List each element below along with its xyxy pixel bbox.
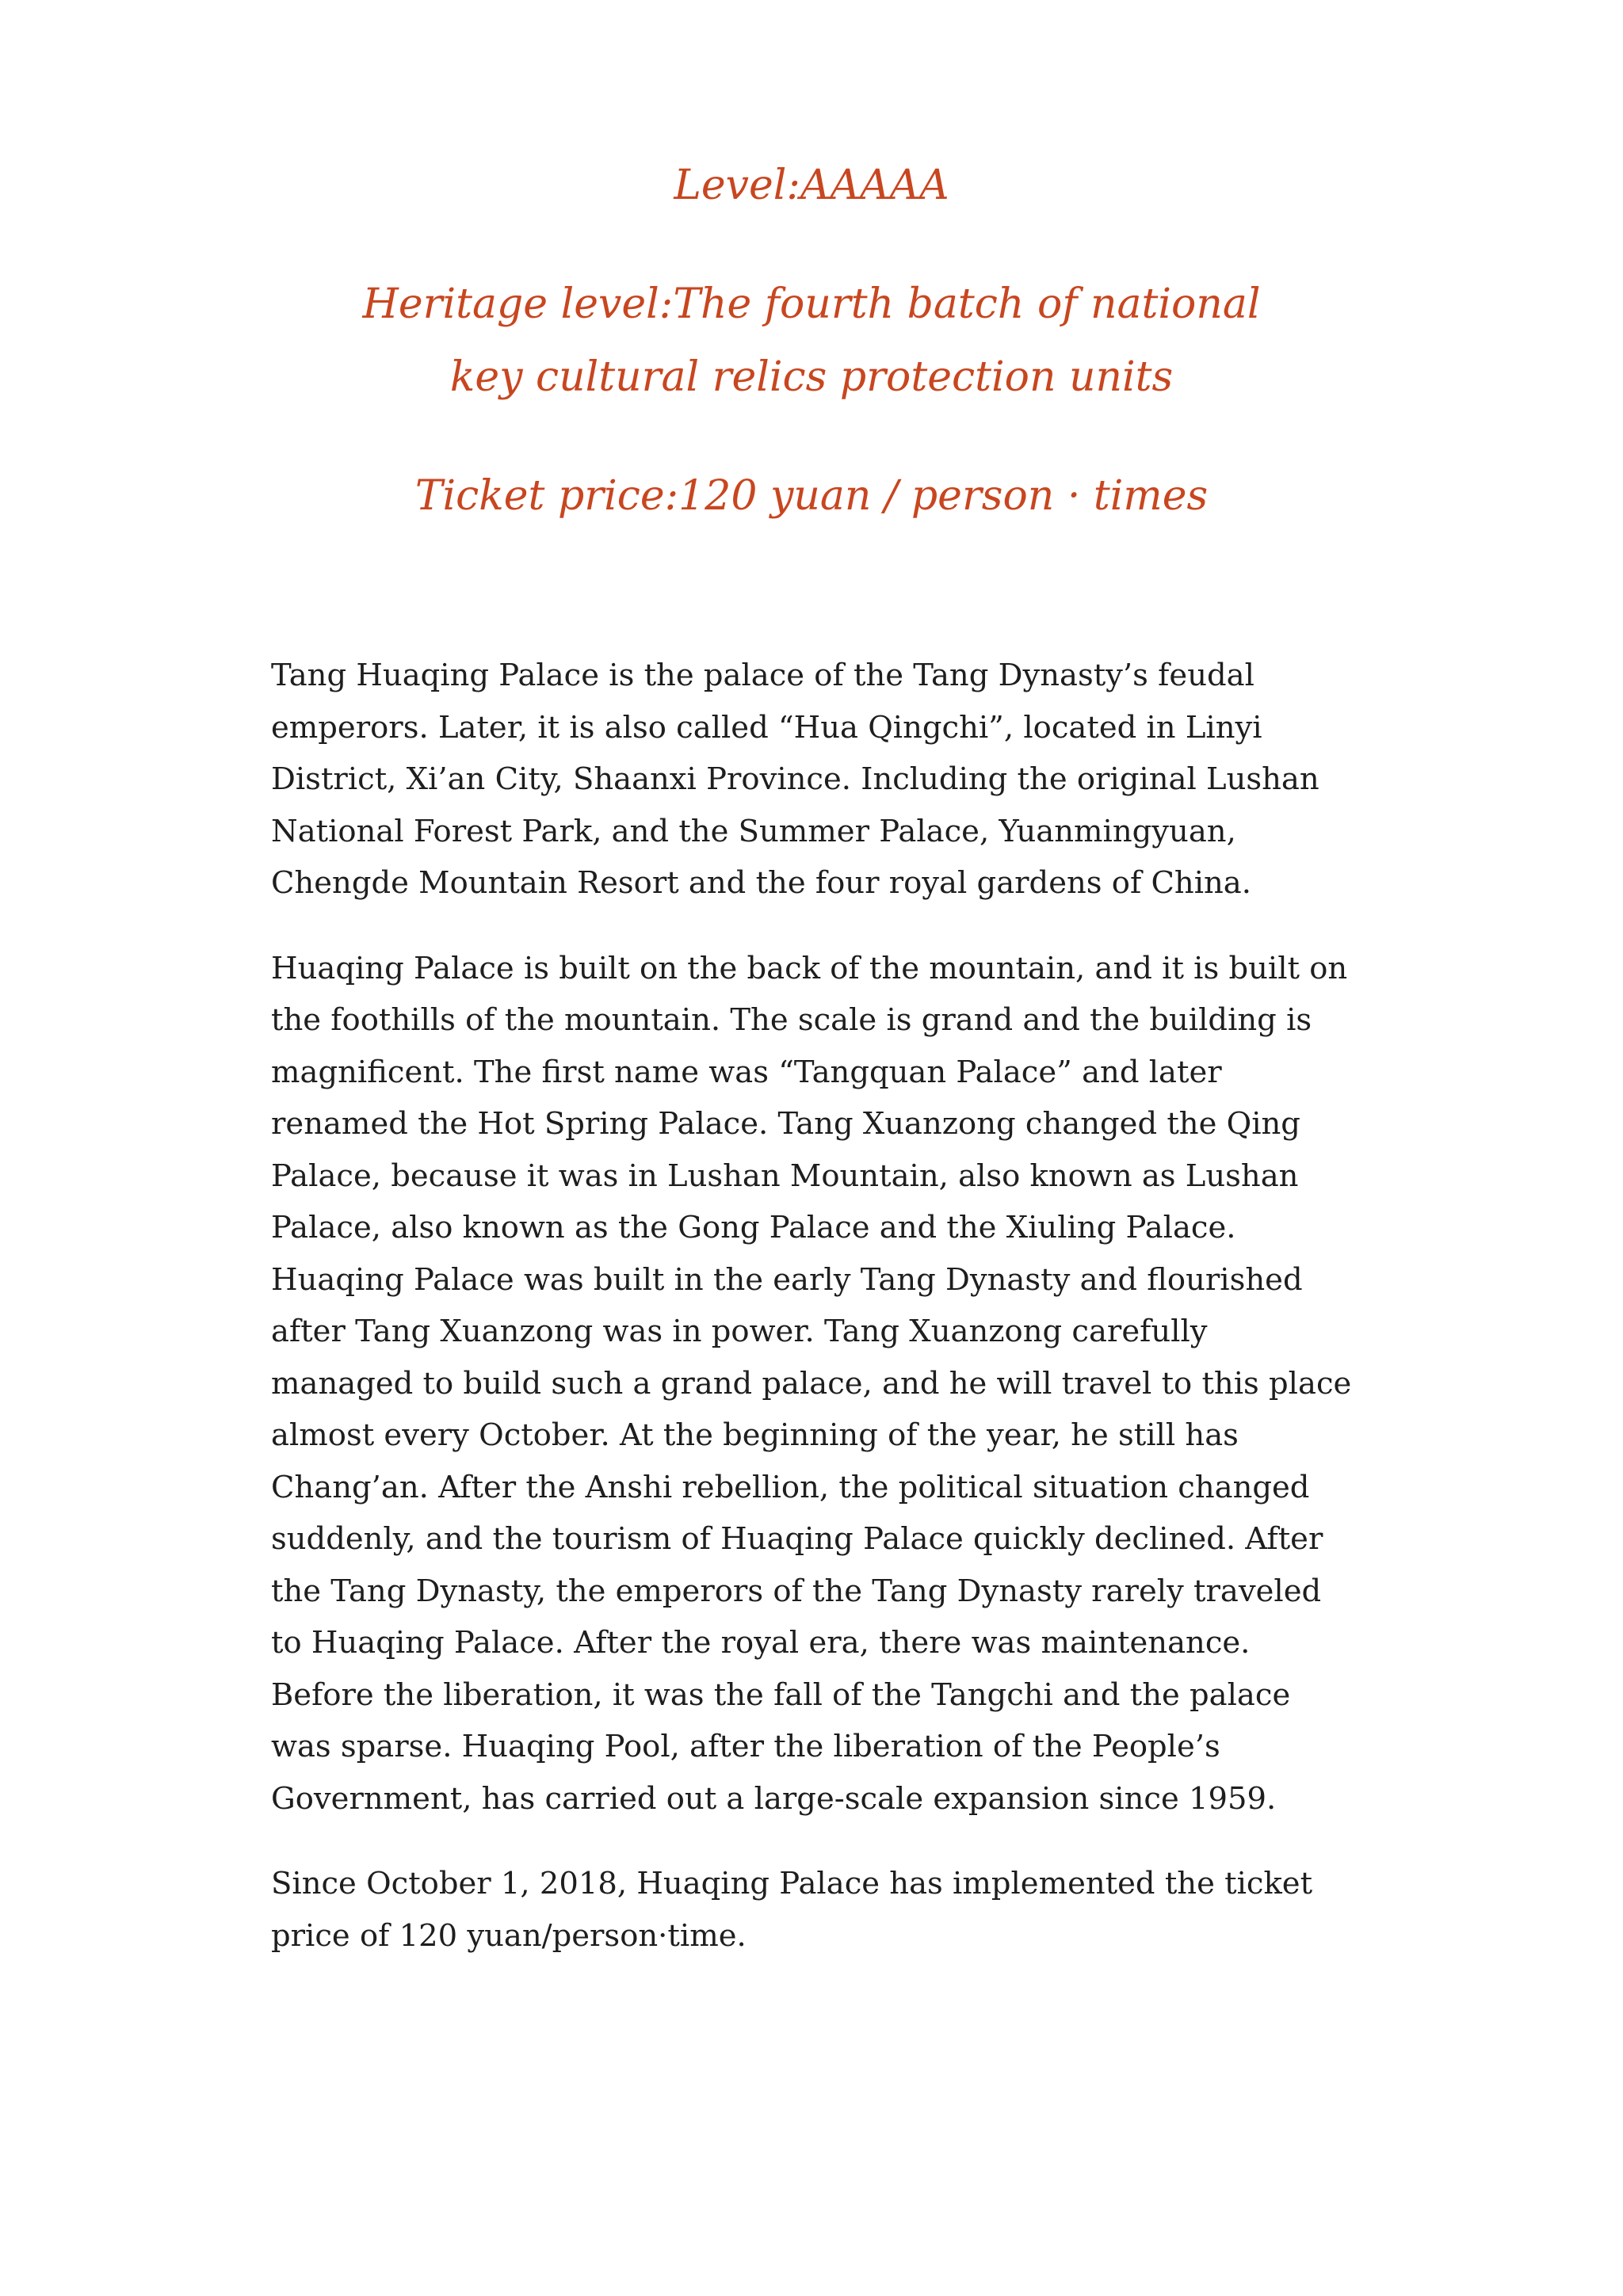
paragraph-intro: Tang Huaqing Palace is the palace of the Tang Dynasty’s feudal emperors. Later, it is also called “Hua Qingchi”, located in Linyi District, Xi’an City, Shaanxi Province. Including the original Lushan National Forest Park, and the Summer Palace, Yuanmingyuan, Chengde Mountain Resort and the four royal gardens of China. xyxy=(271,658,1319,901)
level-rating: Level:AAAAA xyxy=(674,162,949,209)
article-body xyxy=(271,650,1358,1995)
heritage-level: Heritage level:The fourth batch of national key cultural relics protection units xyxy=(362,280,1261,401)
paragraph-ticket: Since October 1, 2018, Huaqing Palace has implemented the ticket price of 120 yuan/person·time. xyxy=(271,1866,1313,1954)
ticket-price: Ticket price:120 yuan / person · times xyxy=(414,472,1209,520)
paragraph-history: Huaqing Palace is built on the back of the mountain, and it is built on the foothills of the mountain. The scale is grand and the building is magnificent. The first name was “Tangquan Palace” and later renamed the Hot Spring Palace. Tang Xuanzong changed the Qing Palace, because it was in Lushan Mountain, also known as Lushan Palace, also known as the Gong Palace and the Xiuling Palace. Huaqing Palace was built in the early Tang Dynasty and flourished after Tang Xuanzong was in power. Tang Xuanzong carefully managed to build such a grand palace, and he will travel to this place almost every October. At the beginning of the year, he still has Chang’an. After the Anshi rebellion, the political situation changed suddenly, and the tourism of Huaqing Palace quickly declined. After the Tang Dynasty, the emperors of the Tang Dynasty rarely traveled to Huaqing Palace. After the royal era, there was maintenance. Before the liberation, it was the fall of the Tangchi and the palace was sparse. Huaqing Pool, after the liberation of the People’s Government, has carried out a large-scale expansion since 1959. xyxy=(271,950,1352,1817)
attraction-info-header xyxy=(0,149,1623,578)
